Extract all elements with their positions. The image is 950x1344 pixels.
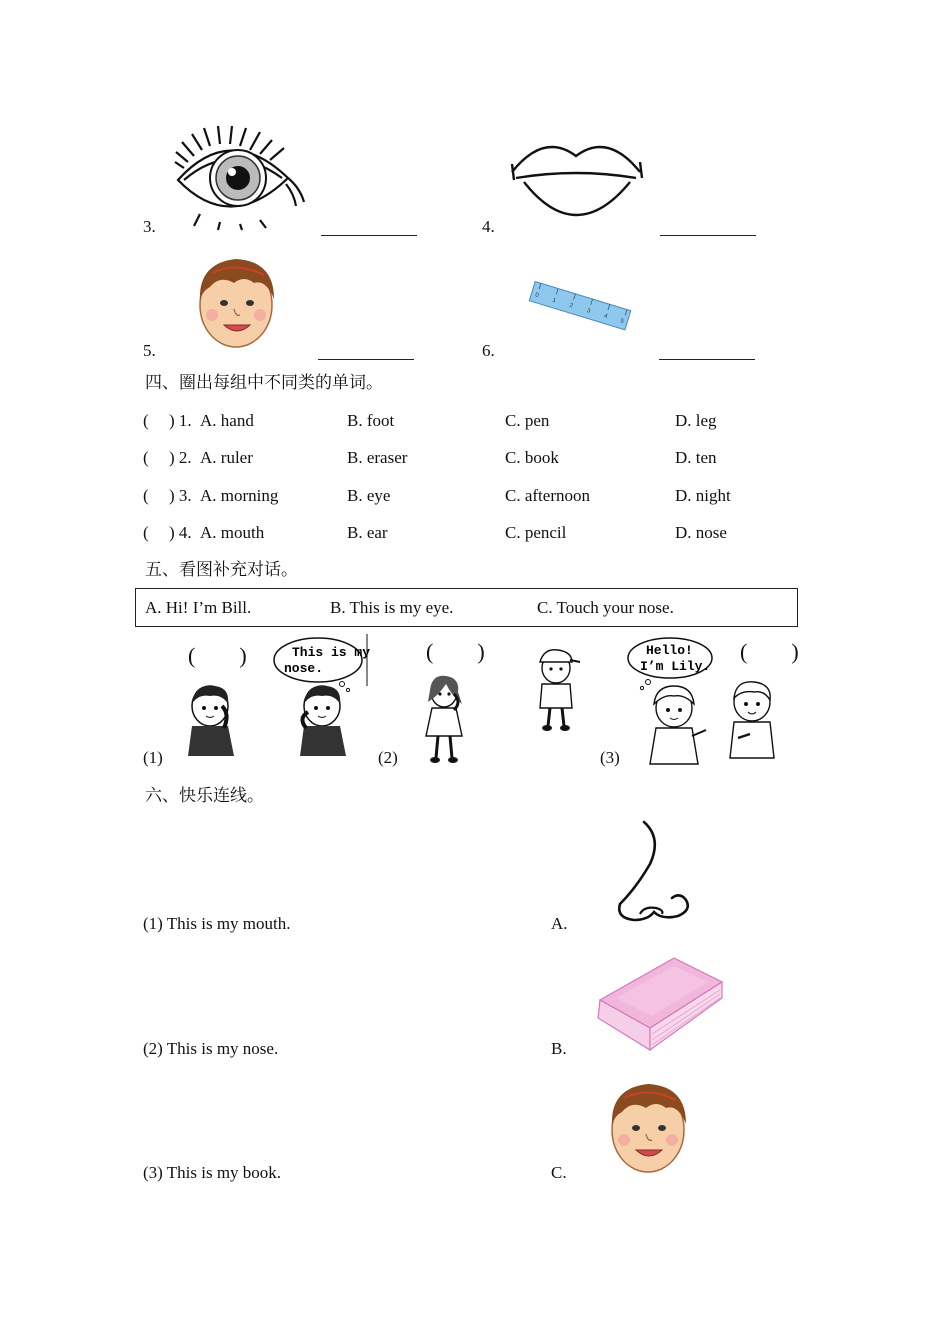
ruler-tick-3: 3: [585, 308, 591, 315]
scene-1-label: (1): [143, 748, 163, 767]
question-1-option-a[interactable]: A. hand: [200, 411, 254, 430]
answer-paren-1[interactable]: (: [143, 411, 149, 430]
ruler-tick-1: 1: [551, 297, 557, 305]
match-letter-a[interactable]: A.: [551, 914, 568, 933]
match-sentence-3[interactable]: (3) This is my book.: [143, 1163, 282, 1182]
question-1-option-d[interactable]: D. leg: [675, 411, 717, 430]
question-2-option-a[interactable]: A. ruler: [200, 448, 253, 467]
item-number-4: 4.: [482, 217, 495, 236]
match-sentence-2[interactable]: (2) This is my nose.: [143, 1039, 279, 1058]
question-1-option-c[interactable]: C. pen: [505, 411, 550, 430]
ruler-tick-2: 2: [568, 302, 574, 310]
question-3-option-c[interactable]: C. afternoon: [505, 486, 590, 505]
item-number-6: 6.: [482, 341, 495, 360]
scene-2-label: (2): [378, 748, 398, 767]
section5-title: 五、看图补充对话。: [145, 560, 298, 579]
nose-picture: [614, 820, 694, 924]
match-sentence-1[interactable]: (1) This is my mouth.: [143, 914, 291, 933]
question-1-option-b[interactable]: B. foot: [347, 411, 395, 430]
bubble-2-line1: Hello!: [646, 643, 693, 658]
ruler-picture: [528, 282, 634, 330]
answer-blank-6[interactable]: [659, 358, 755, 360]
scene-2-answer-paren[interactable]: ( ): [426, 639, 485, 664]
answer-paren-3[interactable]: (: [143, 486, 149, 505]
dialog-option-a: A. Hi! I’m Bill.: [145, 598, 252, 617]
item-number-3: 3.: [143, 217, 156, 236]
question-2-option-d[interactable]: D. ten: [675, 448, 717, 467]
scene-3-answer-paren[interactable]: ( ): [740, 639, 799, 664]
question-4-option-b[interactable]: B. ear: [347, 523, 388, 542]
section6-title: 六、快乐连线。: [145, 786, 264, 805]
bubble-1-line1: This is my: [292, 645, 371, 660]
question-1-number: ) 1.: [169, 411, 192, 430]
question-4-option-c[interactable]: C. pencil: [505, 523, 567, 542]
ruler-tick-5: 5: [619, 318, 625, 325]
answer-paren-4[interactable]: (: [143, 523, 149, 542]
answer-blank-5[interactable]: [318, 358, 414, 360]
face-picture: [194, 253, 278, 349]
scene-1-divider: [366, 634, 368, 686]
answer-paren-2[interactable]: (: [143, 448, 149, 467]
boy-with-cap-picture: [532, 646, 580, 732]
boy-speaking-picture: [294, 684, 348, 758]
ruler-tick-4: 4: [603, 313, 609, 321]
lily-girl-picture: [646, 682, 708, 766]
bubble-2-line2: I’m Lily.: [640, 659, 711, 674]
dialog-option-c: C. Touch your nose.: [537, 598, 674, 617]
question-2-option-c[interactable]: C. book: [505, 448, 559, 467]
girl-touching-eye-picture: [422, 674, 468, 764]
scene-1-answer-paren[interactable]: ( ): [188, 643, 247, 668]
boy-pointing-picture: [724, 678, 780, 762]
question-4-number: ) 4.: [169, 523, 192, 542]
book-picture: [594, 954, 724, 1054]
boy-face-picture: [606, 1078, 690, 1174]
question-3-option-b[interactable]: B. eye: [347, 486, 391, 505]
match-letter-b[interactable]: B.: [551, 1039, 567, 1058]
question-4-option-d[interactable]: D. nose: [675, 523, 727, 542]
question-3-option-d[interactable]: D. night: [675, 486, 731, 505]
ruler-tick-0: 0: [534, 292, 540, 299]
lips-picture: [508, 138, 646, 216]
question-3-option-a[interactable]: A. morning: [200, 486, 279, 505]
match-letter-c[interactable]: C.: [551, 1163, 567, 1182]
bubble-1-line2: nose.: [284, 661, 324, 676]
item-number-5: 5.: [143, 341, 156, 360]
boy-touching-face-picture: [184, 684, 238, 758]
dialog-option-b: B. This is my eye.: [330, 598, 454, 617]
section4-title: 四、圈出每组中不同类的单词。: [145, 373, 383, 392]
question-4-option-a[interactable]: A. mouth: [200, 523, 265, 542]
answer-blank-4[interactable]: [660, 234, 756, 236]
question-2-number: ) 2.: [169, 448, 192, 467]
answer-blank-3[interactable]: [321, 234, 417, 236]
question-2-option-b[interactable]: B. eraser: [347, 448, 408, 467]
eye-picture: [170, 122, 310, 230]
scene-3-label: (3): [600, 748, 620, 767]
question-3-number: ) 3.: [169, 486, 192, 505]
